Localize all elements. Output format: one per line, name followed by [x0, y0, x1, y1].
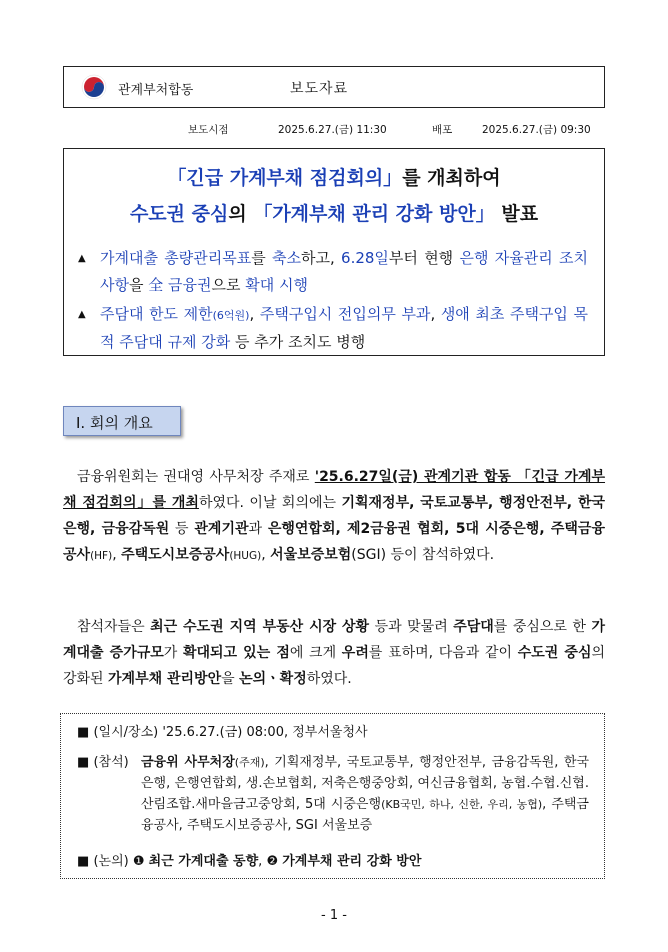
headline-line-2-tail: 발표: [494, 203, 539, 225]
agenda-item-2-marker: ❷: [266, 854, 279, 869]
bullet-1-run: 를: [251, 249, 272, 267]
discussion-run: 의 강화된: [63, 645, 606, 687]
overview-run: (SGI) 등이 참석하였다.: [351, 547, 495, 563]
discussion-run: 가: [163, 645, 183, 661]
bullet-2-run: ,: [430, 305, 441, 323]
bullet-1-run: 확대 시행: [245, 276, 308, 294]
headline-plan-name: 「가계부채 관리 강화 방안」: [253, 203, 495, 225]
release-value: 2025.6.27.(금) 09:30: [482, 124, 591, 136]
bullet-2-run: (6억원): [212, 309, 250, 322]
overview-run: 하였다. 이날 회의에는: [198, 495, 342, 511]
bullet-1-run: 축소: [272, 249, 301, 267]
overview-run: 관계기관: [194, 521, 249, 537]
discussion-run: 를 표하며, 다음과 같이: [368, 645, 518, 661]
overview-run: 기획재정부, 국토교통부, 행정안전부, 한국은행, 금융감독원: [63, 495, 605, 537]
attendees-label: (참석): [93, 755, 129, 770]
summary-bullet-2-text: [100, 301, 588, 356]
discussion-run: 를 중심으로 한: [493, 619, 592, 635]
agenda-item-2: 가계부채 관리 강화 방안: [282, 854, 422, 869]
bullet-1-run: 으로: [211, 276, 246, 294]
discussion-run: 확대되고 있는 점: [182, 645, 290, 661]
discussion-paragraph: [63, 614, 605, 692]
bullet-1-run: 부터 현행: [388, 249, 460, 267]
release-label: 배포: [432, 124, 453, 136]
discussion-run: 등과 맞물려: [369, 619, 454, 635]
attendees-rest: , 기획재정부, 국토교통부, 행정안전부, 금융감독원, 한국은행, 은행연합회, 생.손보협회, 저축은행중앙회, 여신금융협회, 농협.수협.신협.산림조합.새마을금고중앙회, 5대 시중은행: [141, 755, 589, 812]
headline-capital-area: 수도권 중심: [129, 203, 229, 225]
agenda-row: ■ (논의) ❶ 최근 가계대출 동향, ❷ 가계부채 관리 강화 방안: [77, 854, 422, 869]
agenda-item-1: 최근 가계대출 동향: [148, 854, 259, 869]
header-box: [63, 66, 605, 108]
bullet-2-run: 주담대 한도 제한: [100, 305, 213, 323]
overview-run: ,: [112, 547, 122, 563]
bullet-2-run: ,: [249, 305, 260, 323]
attendees-banks-note: (KB국민, 하나, 신한, 우리, 농협): [381, 798, 543, 811]
discussion-run: 을: [221, 671, 240, 687]
press-type: 보도자료: [290, 81, 349, 97]
embargo-label: 보도시점: [188, 124, 229, 136]
discussion-run: 최근 수도권 지역 부동산 시장 상황: [150, 619, 370, 635]
meeting-details-box: [60, 713, 605, 879]
summary-bullet-2: [78, 301, 588, 356]
page-number: - 1 -: [321, 908, 347, 923]
square-bullet-icon: ■: [77, 854, 90, 869]
overview-run: 과: [248, 521, 268, 537]
section-heading-text: Ⅰ. 회의 개요: [76, 414, 153, 432]
discussion-run: 참석자들은: [77, 619, 151, 635]
attendees-chair-note: (주재): [234, 756, 265, 769]
bullet-2-run: 생애 최초 주택구입 목적 주담대 규제 강화: [100, 305, 589, 351]
discussion-run: 가계부채 관리방안: [108, 671, 222, 687]
bullet-1-run: 은행 자율관리 조치사항: [100, 249, 588, 294]
triangle-bullet-icon: ▲: [78, 309, 86, 320]
discussion-run: 우려: [341, 645, 369, 661]
overview-paragraph: [63, 464, 605, 569]
headline-meeting-name: 「긴급 가계부채 점검회의」: [167, 167, 403, 189]
discussion-run: 수도권 중심: [517, 645, 592, 661]
overview-run: (HUG): [229, 550, 262, 562]
bullet-1-run: 가계대출 총량관리목표: [100, 249, 252, 267]
discussion-run: 논의ㆍ확정: [239, 671, 307, 687]
overview-run: 금융위원회는 권대영 사무처장 주재로: [77, 469, 315, 485]
square-bullet-icon: ■: [77, 755, 90, 770]
bullet-1-run: 6.28일: [341, 249, 389, 267]
agency-name: 관계부처합동: [118, 83, 194, 98]
overview-run: 등: [169, 521, 195, 537]
headline-line-1: [64, 163, 604, 190]
overview-run: 은행연합회, 제2금융권 협회, 5대 시중은행, 주택금융공사: [63, 521, 605, 563]
headline-particle: 의: [228, 203, 254, 225]
headline-box: [63, 148, 605, 356]
overview-run: ,: [261, 547, 271, 563]
bullet-2-run: 주택구입시 전입의무 부과: [259, 305, 431, 323]
attendees-list: [141, 752, 589, 836]
embargo-value: 2025.6.27.(금) 11:30: [278, 124, 387, 136]
triangle-bullet-icon: ▲: [78, 253, 86, 264]
agenda-label: (논의): [93, 854, 129, 869]
overview-run: (HF): [90, 550, 113, 562]
government-logo-icon: [81, 74, 107, 100]
attendees-tail: , 주택금융공사, 주택도시보증공사, SGI 서울보증: [141, 797, 589, 833]
discussion-run: 하였다.: [306, 671, 352, 687]
bullet-2-run: 등 추가 조치도 병행: [230, 333, 366, 351]
date-place-row: [77, 723, 368, 743]
bullet-1-run: 全 금융권: [148, 276, 212, 294]
section-heading: [63, 406, 181, 436]
square-bullet-icon: ■: [77, 725, 90, 740]
attendees-row: [77, 753, 129, 773]
summary-bullet-1: [78, 245, 588, 299]
date-place-value: '25.6.27.(금) 08:00, 정부서울청사: [162, 725, 368, 740]
attendees-chair: 금융위 사무처장: [141, 755, 235, 770]
overview-run: 서울보증보험: [270, 547, 352, 563]
date-place-label: (일시/장소): [93, 725, 159, 740]
bullet-1-run: 하고,: [300, 249, 342, 267]
headline-line-1-tail: 를 개최하여: [402, 167, 501, 189]
overview-run: 주택도시보증공사: [121, 547, 230, 563]
discussion-run: 에 크게: [289, 645, 342, 661]
headline-line-2: [64, 199, 604, 226]
agenda-item-1-marker: ❶: [132, 854, 145, 869]
bullet-1-run: 을: [128, 276, 149, 294]
summary-bullet-1-text: [100, 245, 588, 299]
discussion-run: 주담대: [453, 619, 494, 635]
discussion-run: 가계대출 증가규모: [63, 619, 605, 661]
overview-run: '25.6.27일(금) 관계기관 합동 「긴급 가계부채 점검회의」를 개최: [63, 469, 606, 511]
